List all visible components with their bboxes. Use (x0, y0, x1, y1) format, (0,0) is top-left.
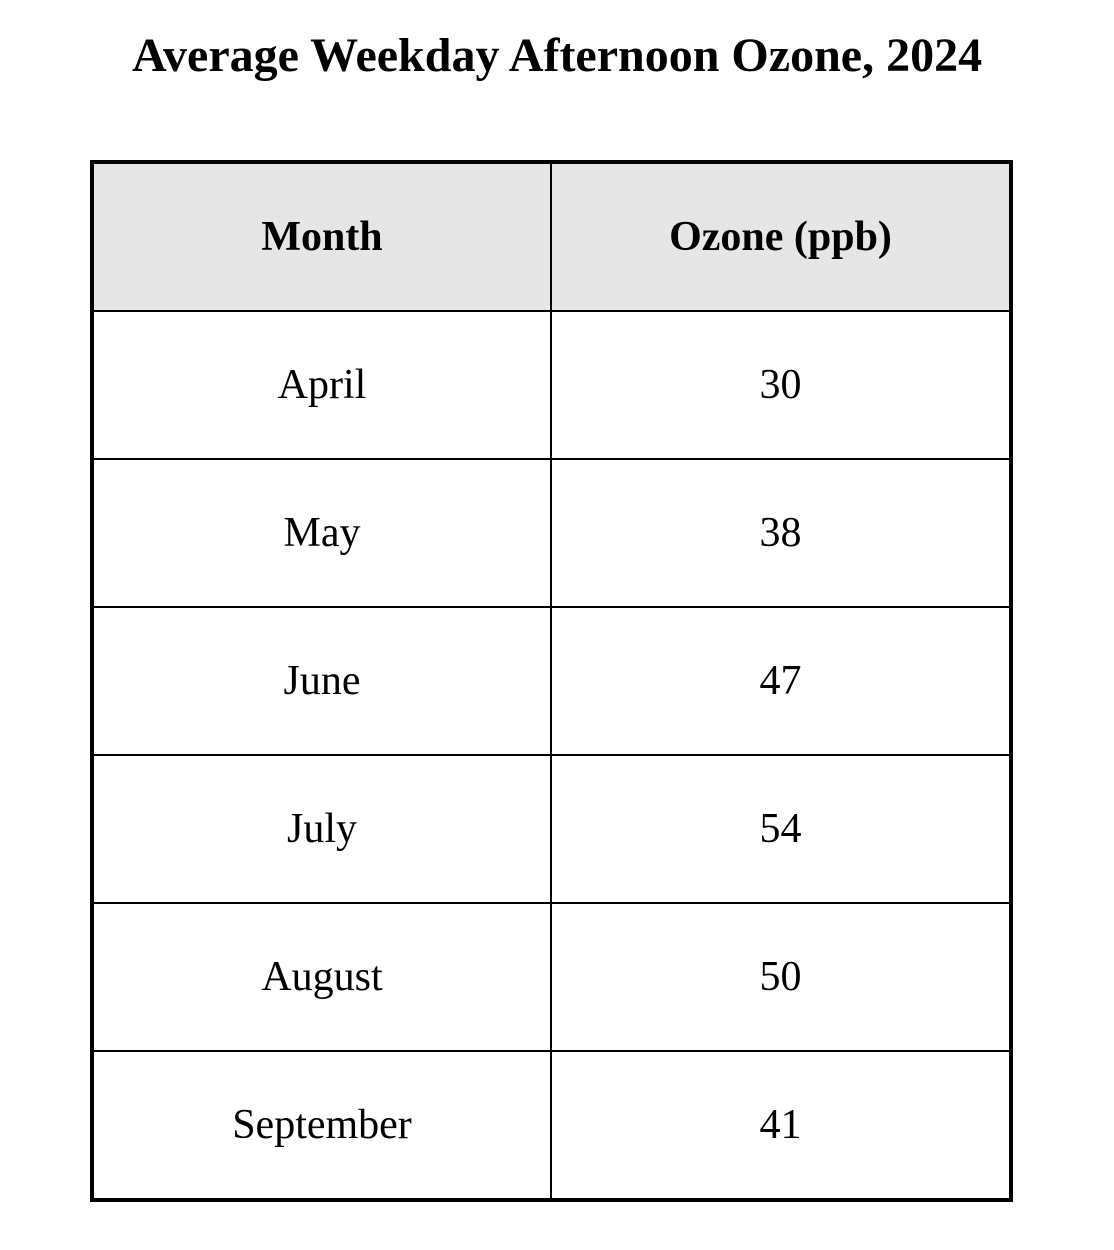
month-cell: September (92, 1051, 551, 1200)
chart-title: Average Weekday Afternoon Ozone, 2024 (131, 29, 983, 82)
ozone-value-cell: 41 (551, 1051, 1011, 1200)
month-cell: April (92, 311, 551, 459)
month-cell: May (92, 459, 551, 607)
ozone-value-cell: 38 (551, 459, 1011, 607)
table-row (92, 459, 1011, 607)
ozone-value-cell: 50 (551, 903, 1011, 1051)
month-cell: August (92, 903, 551, 1051)
table-row (92, 755, 1011, 903)
ozone-value-cell: 47 (551, 607, 1011, 755)
table-row (92, 607, 1011, 755)
column-header-ozone: Ozone (ppb) (551, 162, 1011, 311)
ozone-value-cell: 30 (551, 311, 1011, 459)
table-row (92, 903, 1011, 1051)
ozone-value-cell: 54 (551, 755, 1011, 903)
column-header-month: Month (92, 162, 551, 311)
ozone-table (90, 160, 1013, 1202)
month-cell: July (92, 755, 551, 903)
month-cell: June (92, 607, 551, 755)
table-row (92, 311, 1011, 459)
table-row (92, 1051, 1011, 1200)
table-header-row (92, 162, 1011, 311)
